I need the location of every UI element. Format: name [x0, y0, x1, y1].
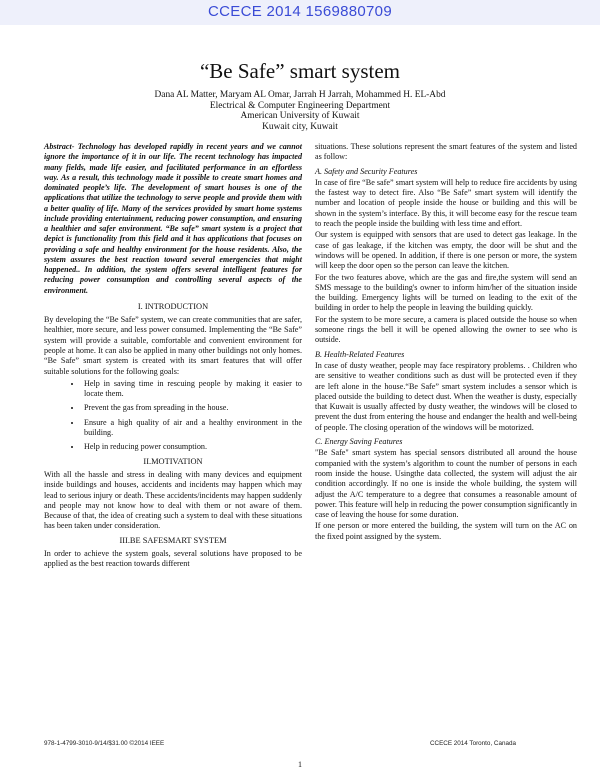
subsection-heading-health: B. Health-Related Features — [315, 349, 405, 359]
author-location: Kuwait city, Kuwait — [262, 121, 338, 132]
page-number: 1 — [298, 760, 302, 769]
safety-paragraph: For the system to be more secure, a camera is placed outside the house so when someone rings the bell it will be opened allowing the owner to see who is outside. — [315, 314, 577, 345]
author-department: Electrical & Computer Engineering Department — [209, 100, 391, 111]
motivation-paragraph: With all the hassle and stress in dealing with many devices and equipment inside buildings and houses, accidents and incidents may happen which may lead to serious injury or death. These accidents/incidents may happen suddenly and people may not know how to deal with them or not aware of them. Because of that, the idea of creating such a system to deal with these situations has been taken under consideration. — [44, 469, 302, 531]
section-heading-motivation: II.MOTIVATION — [143, 456, 203, 466]
introduction-paragraph: By developing the “Be Safe” system, we can create communities that are safer, healthier, more secure, and less power consumed. Implementing the “Be Safe” system will provide a suitable, comfortable and convenient environment for people at home. It can also be applied in many other buildings not only homes. “Be Safe” smart system is created with its smart features that will offer suitable solutions for the following goals: — [44, 315, 302, 376]
subsection-heading-safety: A. Safety and Security Features — [315, 166, 418, 176]
energy-paragraph: If one person or more entered the building, the system will turn on the AC on the fixed point assigned by the system. — [315, 521, 577, 541]
system-paragraph-continued: situations. These solutions represent the smart features of the system and listed as follow: — [315, 142, 577, 162]
goal-item: • Ensure a high quality of air and a healthy environment in the building. — [82, 418, 302, 439]
health-paragraph: In case of dusty weather, people may face respiratory problems. . Children who are sensitive to weather conditions such as dust will be protected even if they are left alone in the house.“Be Safe” smart system includes a sensor which is placed outside the building to detect dust. When the weather is dusty, especially that Kuwait is usually affected by dusty weather, the windows will be closed to prevent the dust from entering the house and endanger the health and well-being of people. The closing operation of the windows will be motorized. — [315, 360, 577, 432]
paper-title: “Be Safe” smart system — [199, 59, 401, 83]
energy-paragraph: "Be Safe" smart system has special sensors distributed all around the house companied with the system’s algorithm to count the number of persons in each room inside the house. Usingthe data collected, the system will adjust the air condition accordingly. If no one is inside the whole building, the system will adjust the A/C temperature to a degree that consumes a reasonable amount of power. This feature will help in reducing the power consumption significantly in case of leaving the house for some duration. — [315, 448, 577, 520]
left-column — [44, 142, 302, 571]
goal-item: • Help in saving time in rescuing people by making it easier to locate them. — [82, 379, 302, 400]
footer-conference: CCECE 2014 Toronto, Canada — [430, 740, 516, 747]
conference-id-banner — [0, 0, 600, 25]
goals-list — [44, 379, 302, 453]
goal-item: • Prevent the gas from spreading in the house. — [82, 403, 302, 413]
section-heading-introduction: I. INTRODUCTION — [137, 301, 209, 311]
safety-paragraph: For the two features above, which are the gas and fire,the system will send an SMS message to the building's owner to inform him/her of the situation inside the building. Emergency lights will be turned on leading to the exit of the building in order to help the people in leaving the building quickly. — [315, 272, 577, 313]
conference-id-text: CCECE 2014 1569880709 — [208, 3, 392, 20]
author-block — [0, 90, 600, 132]
author-names: Dana AL Matter, Maryam AL Omar, Jarrah H Jarrah, Mohammed H. EL-Abd — [154, 90, 446, 100]
safety-paragraph: Our system is equipped with sensors that are used to detect gas leakage. In the case of gas leakage, if the kitchen was empty, the door will be shut and the windows will be opened. In addition, if there is one person or more, the system will keep the door open so the person can leave the kitchen. — [315, 230, 577, 271]
safety-paragraph: In case of fire “Be safe” smart system will help to reduce fire accidents by using the fastest way to detect fire. Also “Be Safe” smart system will identify the number and location of people inside the house or building and this will be shown in the system’s interface. By this, it will become easy for the rescue team to reach the people inside the building with less time and effort. — [315, 177, 577, 229]
footer-copyright: 978-1-4799-3010-9/14/$31.00 ©2014 IEEE — [44, 740, 165, 747]
system-paragraph: In order to achieve the system goals, several solutions have proposed to be applied as the best reaction towards different — [44, 548, 302, 569]
author-university: American University of Kuwait — [240, 111, 360, 122]
right-column — [315, 142, 577, 543]
section-heading-system: III.BE SAFESMART SYSTEM — [119, 535, 227, 545]
subsection-heading-energy: C. Energy Saving Features — [315, 437, 403, 447]
abstract: Abstract- Technology has developed rapidly in recent years and we cannot ignore the importance of it in our life. The recent technology has impacted many fields, made life easier, and facilitated performance in an effortless way. As a result, this technology made it possible to create smart homes and dominated people’s life. The development of smart houses is one of the applications that utilize the technology to serve people and provide them with a better quality of life. Many of the services provided by smart home systems include providing entertainment, reducing power consumption, and ensuring a healthier and safer environment. “Be safe” smart system is a project that depict is functionality from this field and it has applications that focuses on providing a safe and healthy environment for the house residents. Also, the system assures the best reaction toward several emergencies that might happened.. In addition, the system offers several intelligent features for reducing power consumption and controlling several aspects of the environment. — [44, 142, 302, 295]
goal-item: • Help in reducing power consumption. — [82, 442, 302, 452]
